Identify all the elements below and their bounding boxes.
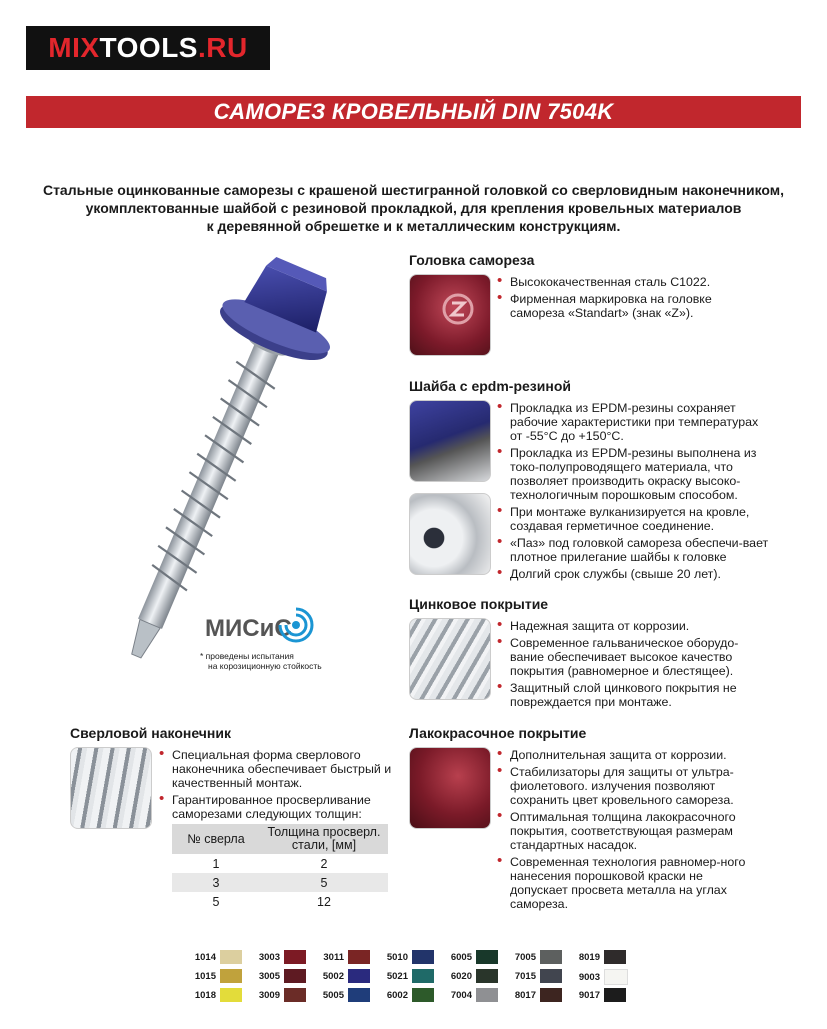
intro-line: Стальные оцинкованные саморезы с крашеной шестигранной головкой со сверловидным наконечником, bbox=[42, 182, 785, 198]
color-swatch bbox=[574, 950, 626, 964]
section-title-drill: Сверловой наконечник bbox=[70, 725, 231, 741]
color-swatch bbox=[574, 969, 628, 985]
color-chip bbox=[348, 969, 370, 983]
color-code: 7015 bbox=[514, 970, 536, 982]
color-code: 6020 bbox=[450, 970, 472, 982]
list-item: • «Паз» под головкой самореза обеспечи-вает плотное прилегание шайбы к головке bbox=[497, 536, 773, 564]
color-swatch bbox=[446, 969, 498, 983]
color-swatch bbox=[254, 950, 306, 964]
misis-note: * проведены испытания на корозиционную стойкость bbox=[200, 651, 322, 671]
list-item: • Прокладка из EPDM-резины сохраняет рабочие характеристики при температурах от -55°С до +150°С. bbox=[497, 401, 773, 443]
list-item: • Современное гальваническое оборудо-вание обеспечивает высокое качество покрытия (равномерное и блестящее). bbox=[497, 636, 757, 678]
list-item: • Дополнительная защита от коррозии. bbox=[497, 748, 757, 762]
table-row: 1 2 bbox=[212, 856, 328, 871]
color-chip bbox=[284, 969, 306, 983]
screw-illustration bbox=[80, 255, 410, 675]
color-code: 3009 bbox=[258, 989, 280, 1001]
color-chip bbox=[476, 969, 498, 983]
list-item: • Специальная форма сверлового наконечника обеспечивает быстрый и качественный монтаж. bbox=[159, 748, 399, 790]
color-chip bbox=[476, 950, 498, 964]
color-chip bbox=[540, 950, 562, 964]
intro-line: укомплектованные шайбой с резиновой прокладкой, для крепления кровельных материалов bbox=[85, 200, 742, 216]
color-swatch bbox=[254, 988, 306, 1002]
section-title-head: Головка самореза bbox=[409, 252, 535, 268]
color-palette bbox=[190, 950, 650, 1006]
color-chip bbox=[284, 988, 306, 1002]
list-item: • Защитный слой цинкового покрытия не повреждается при монтаже. bbox=[497, 681, 757, 709]
color-swatch bbox=[318, 950, 370, 964]
color-swatch bbox=[190, 969, 242, 983]
color-chip bbox=[412, 969, 434, 983]
color-swatch bbox=[510, 950, 562, 964]
color-swatch bbox=[510, 969, 562, 983]
site-logo[interactable]: MIXTOOLS.RU bbox=[26, 26, 270, 70]
color-chip bbox=[412, 988, 434, 1002]
color-code: 3003 bbox=[258, 951, 280, 963]
color-chip bbox=[604, 950, 626, 964]
color-chip bbox=[348, 988, 370, 1002]
list-item: • Надежная защита от коррозии. bbox=[497, 619, 757, 633]
list-item: • При монтаже вулканизируется на кровле, создавая герметичное соединение. bbox=[497, 505, 773, 533]
color-chip bbox=[220, 988, 242, 1002]
head-bullets bbox=[497, 275, 732, 323]
list-item: • Стабилизаторы для защиты от ультра-фиолетового. излучения позволяют сохранить цвет кровельного самореза. bbox=[497, 765, 757, 807]
misis-signal-icon bbox=[278, 607, 314, 643]
color-code: 9017 bbox=[578, 989, 600, 1001]
list-item: • Высококачественная сталь С1022. bbox=[497, 275, 732, 289]
color-code: 5002 bbox=[322, 970, 344, 982]
color-chip bbox=[284, 950, 306, 964]
list-item: • Фирменная маркировка на головке самореза «Standart» (знак «Z»). bbox=[497, 292, 732, 320]
list-item: • Гарантированное просверливание саморезами следующих толщин: bbox=[159, 793, 399, 821]
drill-thickness-table bbox=[172, 824, 388, 911]
paint-thumbnail bbox=[409, 747, 491, 829]
washer-bullets bbox=[497, 401, 773, 584]
page-title: САМОРЕЗ КРОВЕЛЬНЫЙ DIN 7504K bbox=[26, 96, 801, 128]
zinc-bullets bbox=[497, 619, 757, 712]
color-code: 1018 bbox=[194, 989, 216, 1001]
section-title-washer: Шайба с epdm-резиной bbox=[409, 378, 571, 394]
color-swatch bbox=[446, 988, 498, 1002]
color-chip bbox=[604, 969, 628, 985]
color-code: 5021 bbox=[386, 970, 408, 982]
head-thumbnail bbox=[409, 274, 491, 356]
color-swatch bbox=[574, 988, 626, 1002]
color-chip bbox=[220, 950, 242, 964]
z-mark-icon bbox=[410, 275, 490, 355]
color-code: 6005 bbox=[450, 951, 472, 963]
color-code: 8019 bbox=[578, 951, 600, 963]
drill-tip-thumbnail bbox=[70, 747, 152, 829]
washer-groove-thumbnail bbox=[409, 493, 491, 575]
list-item: • Оптимальная толщина лакокрасочного покрытия, соответствующая размерам стандартных насадок. bbox=[497, 810, 757, 852]
color-code: 7005 bbox=[514, 951, 536, 963]
color-swatch bbox=[318, 988, 370, 1002]
misis-logo-text: МИСиС bbox=[205, 615, 292, 642]
table-header: Толщина просверл. стали, [мм] bbox=[260, 824, 388, 854]
table-row: 5 12 bbox=[212, 894, 331, 909]
paint-bullets bbox=[497, 748, 757, 914]
color-swatch bbox=[382, 969, 434, 983]
color-swatch bbox=[382, 988, 434, 1002]
color-code: 9003 bbox=[578, 971, 600, 983]
color-swatch bbox=[510, 988, 562, 1002]
color-swatch bbox=[190, 950, 242, 964]
color-code: 1014 bbox=[194, 951, 216, 963]
color-chip bbox=[540, 988, 562, 1002]
color-code: 7004 bbox=[450, 989, 472, 1001]
color-swatch bbox=[318, 969, 370, 983]
color-code: 3011 bbox=[323, 951, 344, 963]
intro-text bbox=[40, 181, 787, 235]
color-swatch bbox=[446, 950, 498, 964]
misis-certification bbox=[200, 615, 345, 671]
color-code: 6002 bbox=[386, 989, 408, 1001]
color-code: 3005 bbox=[258, 970, 280, 982]
color-chip bbox=[220, 969, 242, 983]
color-swatch bbox=[190, 988, 242, 1002]
table-row: 3 5 bbox=[172, 873, 388, 892]
color-swatch bbox=[382, 950, 434, 964]
list-item: • Современная технология равномер-ного нанесения порошковой краски не допускает просвета металла на углах самореза. bbox=[497, 855, 757, 911]
color-code: 5005 bbox=[322, 989, 344, 1001]
list-item: • Прокладка из EPDM-резины выполнена из токо-полупроводящего материала, что позволяет производить окраску высоко-технологичным порошковым способом. bbox=[497, 446, 773, 502]
section-title-zinc: Цинковое покрытие bbox=[409, 596, 549, 612]
color-code: 8017 bbox=[514, 989, 536, 1001]
drill-bullets bbox=[159, 748, 399, 824]
list-item: • Долгий срок службы (свыше 20 лет). bbox=[497, 567, 773, 581]
color-swatch bbox=[254, 969, 306, 983]
color-code: 1015 bbox=[194, 970, 216, 982]
color-code: 5010 bbox=[386, 951, 408, 963]
color-chip bbox=[476, 988, 498, 1002]
section-title-paint: Лакокрасочное покрытие bbox=[409, 725, 587, 741]
table-header: № сверла bbox=[172, 824, 260, 854]
zinc-thumbnail bbox=[409, 618, 491, 700]
washer-thumbnail bbox=[409, 400, 491, 482]
color-chip bbox=[412, 950, 434, 964]
color-chip bbox=[604, 988, 626, 1002]
intro-line: к деревянной обрешетке и к металлическим конструкциям. bbox=[206, 218, 621, 234]
color-chip bbox=[540, 969, 562, 983]
color-chip bbox=[348, 950, 370, 964]
